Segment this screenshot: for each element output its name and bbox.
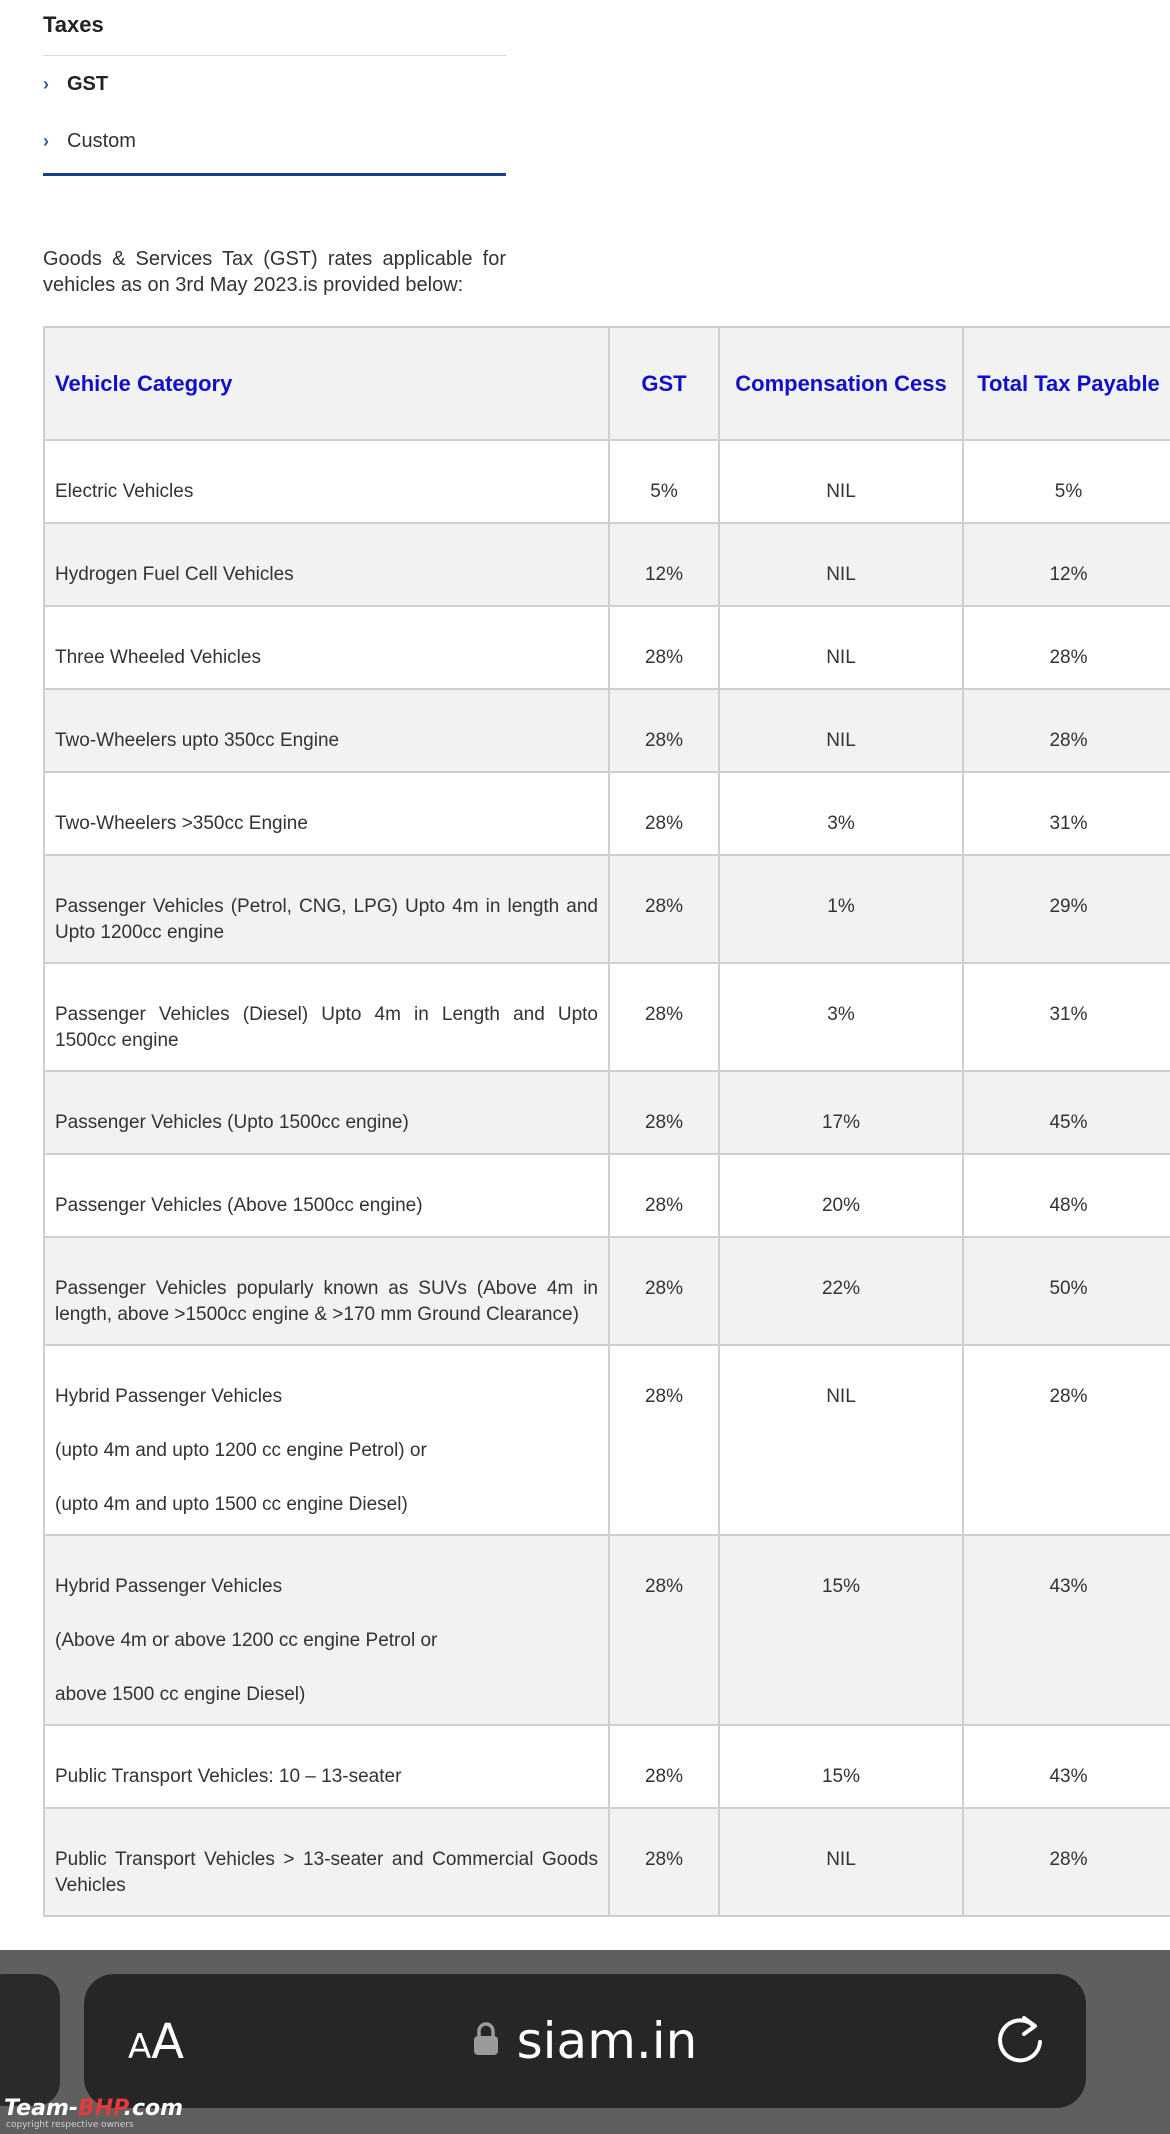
total-cell: 48% [963,1154,1170,1237]
table-row [44,606,1170,689]
vehicle-category-subline: (Above 4m or above 1200 cc engine Petrol or [55,1630,438,1651]
watermark-brand-accent: BHP [78,2096,124,2121]
vehicle-category-title: Hybrid Passenger Vehicles [55,1576,283,1597]
gst-cell: 28% [609,772,719,855]
total-cell: 43% [963,1535,1170,1725]
watermark-brand-left: Team- [4,2096,78,2121]
vehicle-category-subline: (upto 4m and upto 1200 cc engine Petrol) or [55,1440,427,1461]
header-compensation-cess: Compensation Cess [719,327,963,440]
vehicle-category-cell: Three Wheeled Vehicles [44,606,609,689]
header-total-tax-payable: Total Tax Payable [963,327,1170,440]
gst-cell: 28% [609,1535,719,1725]
table-row [44,1237,1170,1345]
total-cell: 50% [963,1237,1170,1345]
gst-cell: 28% [609,1345,719,1535]
vehicle-category-subline: above 1500 cc engine Diesel) [55,1684,306,1705]
cess-cell: 15% [719,1725,963,1808]
table-row [44,689,1170,772]
gst-cell: 5% [609,440,719,523]
sidenav-item-custom[interactable] [43,113,506,170]
vehicle-category-cell: Passenger Vehicles (Diesel) Upto 4m in Length and Upto 1500cc engine [44,963,609,1071]
vehicle-category-cell: Public Transport Vehicles: 10 – 13-seater [44,1725,609,1808]
gst-cell: 28% [609,1237,719,1345]
side-navigation [43,0,506,176]
vehicle-category-cell [44,1535,609,1725]
total-cell: 43% [963,1725,1170,1808]
cess-cell: NIL [719,523,963,606]
previous-tab-preview[interactable] [0,1974,60,2106]
gst-cell: 28% [609,1808,719,1916]
team-bhp-watermark [4,2098,183,2120]
lock-icon [473,2010,499,2068]
total-cell: 29% [963,855,1170,963]
cess-cell: NIL [719,606,963,689]
gst-cell: 28% [609,1725,719,1808]
cess-cell: NIL [719,1808,963,1916]
gst-cell: 12% [609,523,719,606]
gst-cell: 28% [609,1154,719,1237]
total-cell: 28% [963,606,1170,689]
sidenav-item-gst[interactable] [43,56,506,113]
total-cell: 5% [963,440,1170,523]
table-row [44,440,1170,523]
total-cell: 31% [963,963,1170,1071]
total-cell: 31% [963,772,1170,855]
table-row [44,855,1170,963]
table-row [44,1154,1170,1237]
total-cell: 12% [963,523,1170,606]
total-cell: 45% [963,1071,1170,1154]
cess-cell: 15% [719,1535,963,1725]
gst-cell: 28% [609,689,719,772]
gst-rates-table [43,326,1170,1917]
table-row [44,963,1170,1071]
url-text: siam.in [516,2012,698,2070]
table-row [44,1345,1170,1535]
vehicle-category-cell: Hydrogen Fuel Cell Vehicles [44,523,609,606]
gst-cell: 28% [609,1071,719,1154]
intro-paragraph: Goods & Services Tax (GST) rates applicable for vehicles as on 3rd May 2023.is provided below: [43,248,506,296]
vehicle-category-cell [44,1345,609,1535]
text-size-large-a: A [151,2014,185,2070]
sidenav-item-label: GST [67,73,109,95]
cess-cell: NIL [719,689,963,772]
vehicle-category-cell: Public Transport Vehicles > 13-seater and Commercial Goods Vehicles [44,1808,609,1916]
watermark-brand-right: .com [123,2096,184,2121]
sidenav-title: Taxes [43,0,506,56]
cess-cell: NIL [719,440,963,523]
table-row [44,1725,1170,1808]
sidenav-active-underline [43,173,506,176]
chevron-right-icon: › [43,74,49,94]
vehicle-category-cell: Passenger Vehicles (Above 1500cc engine) [44,1154,609,1237]
table-row [44,772,1170,855]
table-row [44,1535,1170,1725]
table-row [44,1071,1170,1154]
table-row [44,1808,1170,1916]
vehicle-category-cell: Two-Wheelers >350cc Engine [44,772,609,855]
vehicle-category-cell: Passenger Vehicles (Upto 1500cc engine) [44,1071,609,1154]
vehicle-category-cell: Passenger Vehicles popularly known as SUVs (Above 4m in length, above >1500cc engine & >170 mm Ground Clearance) [44,1237,609,1345]
header-vehicle-category: Vehicle Category [44,327,609,440]
text-size-small-a: A [128,2027,152,2067]
vehicle-category-cell: Two-Wheelers upto 350cc Engine [44,689,609,772]
sidenav-item-label: Custom [67,130,136,152]
table-row [44,523,1170,606]
header-gst: GST [609,327,719,440]
cess-cell: 20% [719,1154,963,1237]
cess-cell: 17% [719,1071,963,1154]
vehicle-category-title: Hybrid Passenger Vehicles [55,1386,283,1407]
gst-cell: 28% [609,606,719,689]
gst-cell: 28% [609,963,719,1071]
watermark-subtext: copyright respective owners [6,2120,134,2130]
url-display[interactable] [84,2012,1086,2074]
cess-cell: 22% [719,1237,963,1345]
gst-cell: 28% [609,855,719,963]
cess-cell: NIL [719,1345,963,1535]
reload-icon[interactable] [994,2012,1048,2073]
address-bar[interactable] [84,1974,1086,2108]
vehicle-category-cell: Passenger Vehicles (Petrol, CNG, LPG) Upto 4m in length and Upto 1200cc engine [44,855,609,963]
total-cell: 28% [963,1808,1170,1916]
cess-cell: 3% [719,963,963,1071]
cess-cell: 3% [719,772,963,855]
vehicle-category-subline: (upto 4m and upto 1500 cc engine Diesel) [55,1494,408,1515]
vehicle-category-cell: Electric Vehicles [44,440,609,523]
total-cell: 28% [963,1345,1170,1535]
total-cell: 28% [963,689,1170,772]
table-header-row [44,327,1170,440]
chevron-right-icon: › [43,131,49,151]
cess-cell: 1% [719,855,963,963]
